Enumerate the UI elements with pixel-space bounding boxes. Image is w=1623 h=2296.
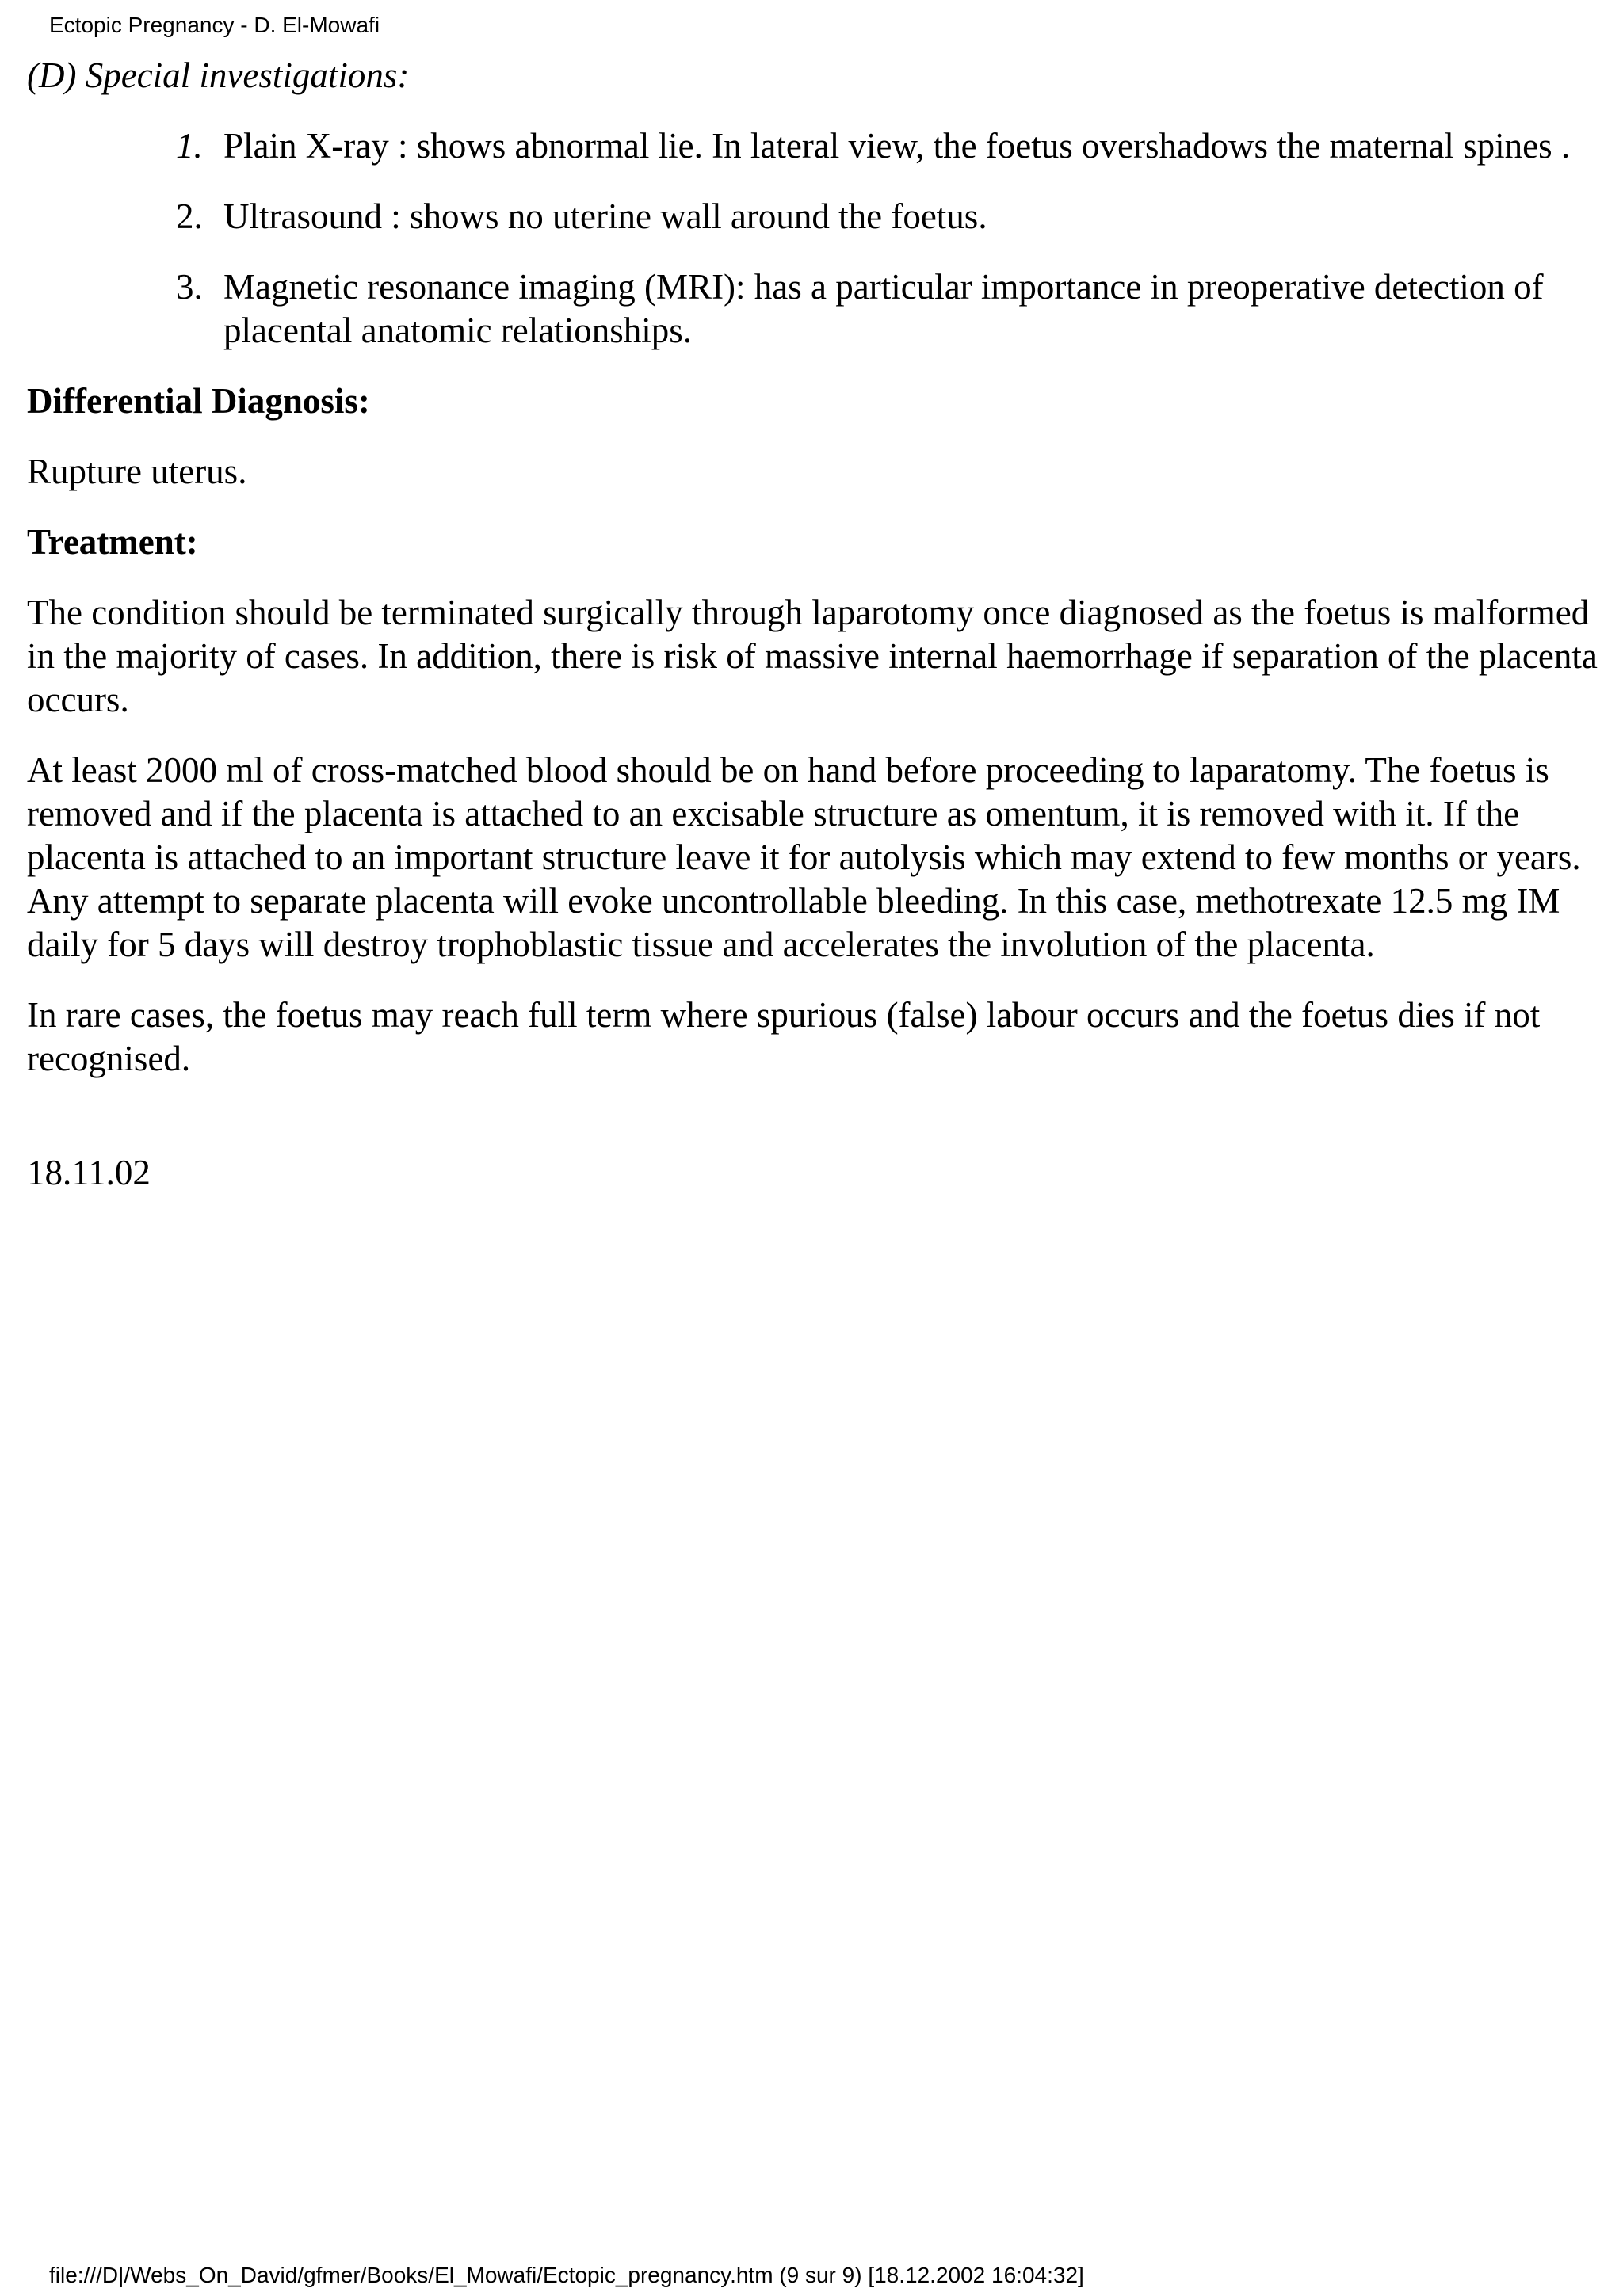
list-item: [27, 124, 1604, 168]
differential-diagnosis-text: Rupture uterus.: [27, 452, 247, 491]
running-footer: file:///D|/Webs_On_David/gfmer/Books/El_Mowafi/Ectopic_pregnancy.htm (9 sur 9) [18.12.2002 16:04:32]: [49, 2263, 1084, 2287]
treatment-paragraph: The condition should be terminated surgically through laparotomy once diagnosed as the foetus is malformed in the majority of cases. In addition, there is risk of massive internal haemorrhage if separation of the placenta occurs.: [27, 593, 1598, 719]
running-header: Ectopic Pregnancy - D. El-Mowafi: [49, 13, 380, 37]
list-item-text: Magnetic resonance imaging (MRI): has a particular importance in preoperative detection of placental anatomic relationships.: [223, 267, 1544, 350]
investigations-list: [27, 124, 1604, 353]
document-date: 18.11.02: [27, 1153, 151, 1192]
treatment-paragraph: In rare cases, the foetus may reach full term where spurious (false) labour occurs and the foetus dies if not recognised.: [27, 995, 1541, 1078]
list-item-number: 1.: [176, 126, 203, 166]
list-item: [27, 195, 1604, 238]
list-item-number: 2.: [176, 196, 203, 236]
special-investigations-heading: (D) Special investigations:: [27, 55, 410, 95]
list-item-text: Plain X-ray : shows abnormal lie. In lateral view, the foetus overshadows the maternal spines .: [223, 126, 1571, 166]
document-body: [27, 54, 1604, 1222]
treatment-heading: Treatment:: [27, 522, 198, 562]
treatment-paragraph: At least 2000 ml of cross-matched blood should be on hand before proceeding to laparatomy. The foetus is removed and if the placenta is attached to an excisable structure as omentum, it is removed with it. If the placenta is attached to an important structure leave it for autolysis which may extend to few months or years. Any attempt to separate placenta will evoke uncontrollable bleeding. In this case, methotrexate 12.5 mg IM daily for 5 days will destroy trophoblastic tissue and accelerates the involution of the placenta.: [27, 750, 1581, 964]
differential-diagnosis-heading: Differential Diagnosis:: [27, 381, 370, 421]
list-item: [27, 265, 1604, 353]
list-item-number: 3.: [176, 267, 203, 307]
list-item-text: Ultrasound : shows no uterine wall around the foetus.: [223, 196, 987, 236]
